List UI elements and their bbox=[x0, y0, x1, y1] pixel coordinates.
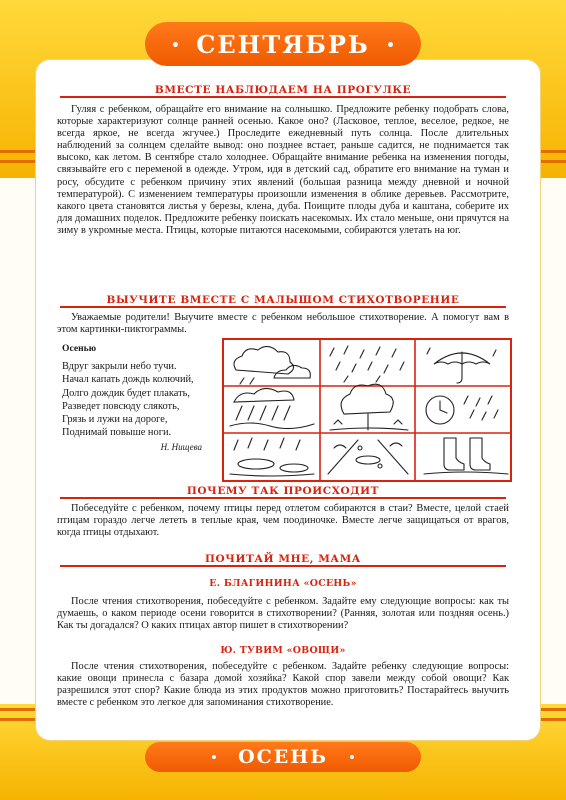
umbrella-icon bbox=[427, 348, 496, 383]
bullet-icon bbox=[388, 42, 393, 47]
rainstorm-icon bbox=[230, 388, 314, 428]
clock-rain-icon bbox=[426, 396, 498, 424]
poem-intro bbox=[57, 312, 509, 336]
section-title-why bbox=[60, 485, 506, 497]
title-underline bbox=[60, 565, 506, 567]
section-title-text: ВЫУЧИТЕ ВМЕСТЕ С МАЛЫШОМ СТИХОТВОРЕНИЕ bbox=[106, 294, 460, 306]
season-banner bbox=[145, 742, 421, 772]
paragraph: Гуляя с ребенком, обращайте его внимание на солнышко. Предложите ребенку подобрать слова, которые характеризуют солнце ранней осенью. Какое оно? (Ласковое, теплое, веселое, редкое, не всегда яркое, не всегда жгучее.) Проследите ежедневный путь солнца. После длительных наблюдений за солнцем сделайте вывод: оно позднее встает, раньше садится, не поднимается так высоко, как летом. В сентябре стало холоднее. Обращайте внимание ребенка на изменения погоды, связывайте его с переменой в одежде. Утром, идя в детский сад, обратите его внимание на туман и росу, обсудите с ребенком причину этих явлений (большая разница между дневной и ночной температурой). С изменением температуры произошли изменения в облике деревьев. Рассмотрите, какого цвета становятся листья у березы, клена, дуба. Поищите плоды дуба и каштана, соберите их для домашних поделок. Предложите ребенку поискать насекомых. Их стало меньше, они прячутся на зиму в укромные места. Птицы, которые питаются насекомыми, собираются улетать на юг. bbox=[57, 104, 509, 236]
work-author-2: Ю. ТУВИМ «ОВОЩИ» bbox=[220, 645, 346, 656]
work1-text-block bbox=[57, 596, 509, 632]
poem-line: Долго дождик будет плакать, bbox=[62, 387, 190, 399]
walk-text-block bbox=[57, 104, 509, 237]
paragraph: После чтения стихотворения, побеседуйте с ребенком. Задайте ему следующие вопросы: как ты думаешь, о каком периоде осени говорится в стихотворении? (Ранняя, золотая или поздняя осень.) Как ты догадался? О каких птицах автор пишет в стихотворении? bbox=[57, 596, 509, 632]
poem-line: Грязь и лужи на дороге, bbox=[62, 414, 168, 426]
section-title-poem bbox=[60, 294, 506, 306]
clouds-icon bbox=[234, 346, 310, 384]
section-title-read bbox=[60, 553, 506, 565]
pictogram-drawing bbox=[224, 340, 510, 480]
poem-line: Вдруг закрыли небо тучи. bbox=[62, 361, 177, 373]
poem-line: Разведет повсюду слякоть, bbox=[62, 400, 180, 412]
tree-icon bbox=[330, 384, 408, 430]
road-mud-icon bbox=[328, 440, 408, 474]
month-banner bbox=[145, 22, 421, 66]
rain-drops-icon bbox=[330, 346, 404, 382]
footer-title: ОСЕНЬ bbox=[238, 746, 328, 768]
section-title-text: ПОЧЕМУ ТАК ПРОИСХОДИТ bbox=[186, 485, 380, 497]
poem-line: Поднимай повыше ноги. bbox=[62, 427, 172, 439]
paragraph: Побеседуйте с ребенком, почему птицы перед отлетом собираются в стаи? Вместе, целой стаей птицам гораздо легче лететь в теплые края, чем поодиночке. Вместе легче защищаться от врагов, когда птицы отдыхают. bbox=[57, 503, 509, 539]
title-underline bbox=[60, 96, 506, 98]
poem-author: Н. Нищева bbox=[160, 442, 202, 453]
poem-title: Осенью bbox=[62, 343, 97, 354]
page-title: СЕНТЯБРЬ bbox=[196, 29, 370, 59]
title-underline bbox=[60, 306, 506, 308]
puddle-icon bbox=[230, 438, 314, 476]
paragraph: Уважаемые родители! Выучите вместе с ребенком небольшое стихотворение. А помогут вам в этом картинки-пиктограммы. bbox=[57, 312, 509, 336]
work-author-1: Е. БЛАГИНИНА «ОСЕНЬ» bbox=[209, 578, 357, 589]
poem-line: Начал капать дождь колючий, bbox=[62, 374, 194, 386]
bullet-icon bbox=[173, 42, 178, 47]
bullet-icon bbox=[350, 755, 354, 759]
work2-text-block bbox=[57, 661, 509, 709]
poem bbox=[62, 342, 222, 455]
title-underline bbox=[60, 497, 506, 499]
section-title-text: ВМЕСТЕ НАБЛЮДАЕМ НА ПРОГУЛКЕ bbox=[154, 84, 412, 96]
section-title-walk bbox=[60, 84, 506, 96]
section-title-text: ПОЧИТАЙ МНЕ, МАМА bbox=[205, 553, 361, 565]
bullet-icon bbox=[212, 755, 216, 759]
why-text-block bbox=[57, 503, 509, 539]
pictogram-grid bbox=[222, 338, 512, 482]
paragraph: После чтения стихотворения, побеседуйте с ребенком. Задайте ребенку следующие вопросы: какие овощи принесла с базара домой хозяйка? Какой спор завели между собой овощи? Как разрешился этот спор? Какие блюда из этих продуктов можно приготовить? Постарайтесь выучить вместе с ребенком это легкое для запоминания стихотворение. bbox=[57, 661, 509, 709]
boots-icon bbox=[424, 438, 508, 474]
